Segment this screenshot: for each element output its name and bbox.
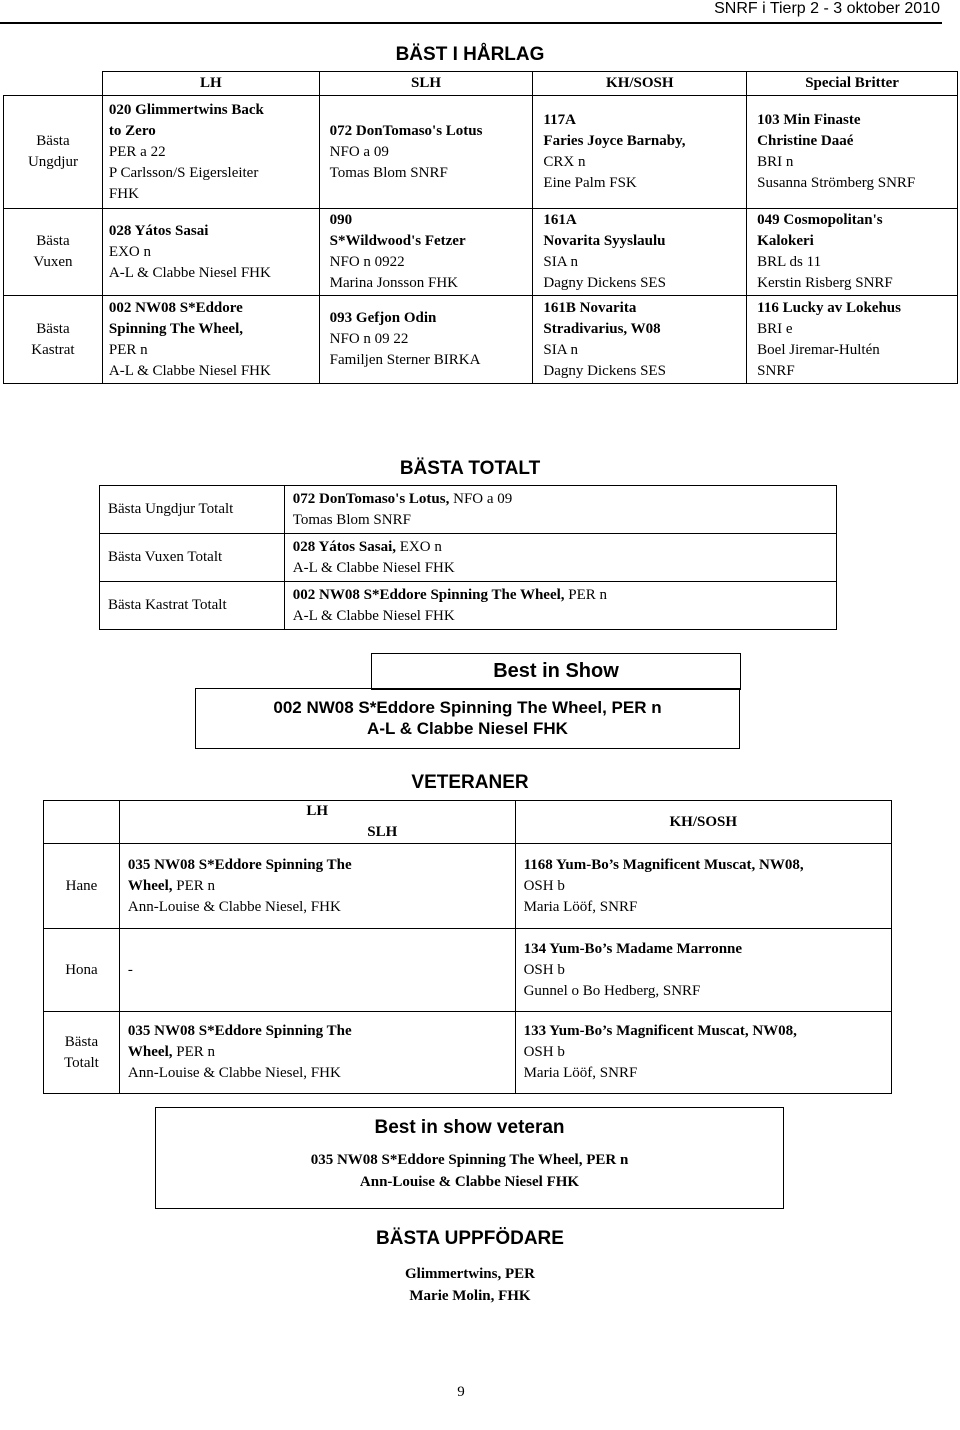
uppfodare-line1: Glimmertwins, PER (405, 1266, 535, 1282)
cell-line: 134 Yum-Bo’s Madame Marronne (523, 940, 743, 957)
cell-line: OSH b (523, 1044, 565, 1060)
best-in-show-winner (195, 688, 740, 749)
cell-line: to Zero (108, 122, 156, 139)
cell-line: 161A (543, 212, 577, 228)
veteraner-kh-cell (515, 1012, 891, 1094)
cell-line: NFO a 09 (329, 143, 389, 160)
cell-line: 028 Yátos Sasai (108, 222, 209, 239)
veteraner-row (44, 844, 892, 929)
totalt-label: Bästa Ungdjur Totalt (100, 486, 285, 534)
totalt-winner-name: 028 Yátos Sasai, (292, 538, 396, 555)
harlag-header-row (4, 72, 958, 96)
harlag-cell (747, 96, 958, 209)
event-header: SNRF i Tierp 2 - 3 oktober 2010 (714, 0, 940, 17)
cell-line: 103 Min Finaste (757, 112, 861, 128)
cell-line: 020 Glimmertwins Back (108, 101, 264, 118)
cell-line: Kerstin Risberg SNRF (757, 275, 893, 291)
cell-line: - (127, 961, 133, 978)
totalt-winner-line1 (293, 585, 832, 606)
cell-line: Faries Joyce Barnaby, (543, 133, 686, 149)
harlag-cell (102, 96, 319, 209)
cell-line: 049 Cosmopolitan's (757, 212, 883, 228)
totalt-title: BÄSTA TOTALT (399, 458, 541, 479)
harlag-corner (4, 72, 103, 96)
cell-line: PER n (108, 341, 148, 358)
cell-line: Eine Palm FSK (543, 175, 637, 191)
cell-line: Stradivarius, W08 (543, 320, 661, 337)
totalt-label: Bästa Kastrat Totalt (100, 582, 285, 630)
cell-line: 090 (329, 212, 353, 228)
veteraner-lh-cell (119, 929, 515, 1012)
harlag-table (3, 71, 958, 384)
harlag-cell (102, 209, 319, 296)
cell-line: Maria Lööf, SNRF (523, 1065, 638, 1081)
cell-line: Kalokeri (757, 233, 814, 249)
totalt-row (100, 534, 837, 582)
cell-line: Wheel, (127, 877, 173, 894)
cell-line: Dagny Dickens SES (543, 275, 666, 291)
totalt-winner-line1 (293, 489, 832, 510)
cell-line: Marina Jonsson FHK (329, 275, 458, 291)
cell-line: 035 NW08 S*Eddore Spinning The (127, 1023, 352, 1039)
veteraner-lh-cell (119, 1012, 515, 1094)
row-label-line: Hane (65, 877, 98, 894)
harlag-cell (319, 96, 533, 209)
uppfodare-title: BÄSTA UPPFÖDARE (376, 1228, 564, 1249)
cell-line: OSH b (523, 877, 565, 894)
uppfodare-winner (0, 1263, 940, 1307)
veteraner-row-label (44, 1012, 120, 1094)
veteraner-row-label (44, 844, 120, 929)
row-label-line: Kastrat (31, 341, 75, 358)
totalt-winner-name: 072 DonTomaso's Lotus, (292, 490, 450, 507)
best-in-show-line2: A-L & Clabbe Niesel FHK (367, 719, 568, 738)
cell-line-tail: PER n (172, 877, 216, 894)
cell-line: S*Wildwood's Fetzer (329, 233, 466, 249)
veteraner-corner (44, 801, 120, 844)
best-in-show-line1: 002 NW08 S*Eddore Spinning The Wheel, PER n (273, 698, 662, 717)
cell-line: Wheel, (127, 1044, 173, 1060)
cell-line: A-L & Clabbe Niesel FHK (108, 362, 271, 379)
cell-line: Dagny Dickens SES (543, 362, 666, 379)
best-in-show-veteran-line1: 035 NW08 S*Eddore Spinning The Wheel, PER n (310, 1152, 629, 1168)
cell-line: Christine Daaé (757, 133, 854, 149)
harlag-cell (533, 296, 747, 384)
cell-line: Tomas Blom SNRF (329, 164, 448, 181)
harlag-row (4, 296, 958, 384)
veteraner-row (44, 929, 892, 1012)
cell-line: 035 NW08 S*Eddore Spinning The (127, 856, 352, 873)
best-in-show-veteran-winner (156, 1149, 783, 1193)
uppfodare-line2: Marie Molin, FHK (409, 1288, 531, 1304)
harlag-row-label (4, 96, 103, 209)
cell-line: Ann-Louise & Clabbe Niesel, FHK (127, 898, 341, 915)
cell-line: Boel Jiremar-Hultén (757, 341, 880, 358)
cell-line: Spinning The Wheel, (108, 320, 243, 337)
best-in-show-veteran-line2: Ann-Louise & Clabbe Niesel FHK (359, 1174, 580, 1190)
totalt-label: Bästa Vuxen Totalt (100, 534, 285, 582)
cell-line: Maria Lööf, SNRF (523, 898, 638, 915)
cell-line: BRI e (757, 320, 793, 337)
cell-line: CRX n (543, 154, 586, 170)
cell-line: Familjen Sterner BIRKA (329, 352, 481, 368)
harlag-cell (533, 96, 747, 209)
harlag-cell (747, 209, 958, 296)
cell-line: Ann-Louise & Clabbe Niesel, FHK (127, 1065, 341, 1081)
totalt-row (100, 582, 837, 630)
totalt-winner-breed: PER n (564, 586, 608, 603)
veteraner-row-label (44, 929, 120, 1012)
cell-line-tail: PER n (172, 1044, 216, 1060)
row-label-line: Ungdjur (27, 154, 78, 170)
veteraner-kh-cell (515, 844, 891, 929)
veteraner-header-row (44, 801, 892, 844)
totalt-winner-name: 002 NW08 S*Eddore Spinning The Wheel, (292, 586, 565, 603)
harlag-col-slh: SLH (319, 72, 533, 96)
totalt-winner (284, 486, 836, 534)
harlag-col-lh: LH (102, 72, 319, 96)
row-label-line: Hona (65, 961, 98, 978)
cell-line: Susanna Strömberg SNRF (757, 175, 916, 191)
veteraner-row (44, 1012, 892, 1094)
row-label-line: Bästa (36, 320, 70, 337)
totalt-winner (284, 534, 836, 582)
harlag-row-label (4, 209, 103, 296)
row-label-line: Bästa (64, 1033, 99, 1050)
best-in-show-title: Best in Show (371, 653, 741, 690)
harlag-col-special: Special Britter (747, 72, 958, 96)
page-number: 9 (457, 1384, 465, 1400)
cell-line: BRL ds 11 (757, 254, 822, 270)
harlag-row (4, 209, 958, 296)
totalt-winner (284, 582, 836, 630)
veteraner-col-khsosh: KH/SOSH (515, 801, 891, 844)
cell-line-wrap (128, 1042, 511, 1063)
cell-line: 117A (543, 112, 576, 128)
veteraner-col-lh: LH (306, 803, 329, 819)
cell-line: 072 DonTomaso's Lotus (329, 122, 483, 139)
cell-line: SNRF (757, 362, 795, 379)
harlag-cell (533, 209, 747, 296)
totalt-winner-breed: NFO a 09 (449, 490, 513, 507)
cell-line: SIA n (543, 341, 579, 358)
veteraner-kh-cell (515, 929, 891, 1012)
cell-line: SIA n (543, 254, 579, 270)
harlag-cell (747, 296, 958, 384)
cell-line: 1168 Yum-Bo’s Magnificent Muscat, NW08, (523, 856, 804, 873)
cell-line: FHK (108, 185, 139, 202)
cell-line: EXO n (108, 243, 151, 260)
cell-line: NFO n 09 22 (329, 331, 409, 347)
cell-line: BRI n (757, 154, 794, 170)
veteraner-col-lh-slh (119, 801, 515, 844)
harlag-title: BÄST I HÅRLAG (395, 44, 545, 65)
cell-line: NFO n 0922 (329, 254, 405, 270)
cell-line-wrap (128, 876, 511, 897)
harlag-cell (102, 296, 319, 384)
cell-line: 161B Novarita (543, 299, 637, 316)
totalt-table (99, 485, 837, 630)
totalt-winner-breed: EXO n (396, 538, 442, 555)
cell-line: OSH b (523, 961, 565, 978)
totalt-row (100, 486, 837, 534)
cell-line: P Carlsson/S Eigersleiter (108, 164, 259, 181)
veteraner-lh-cell (119, 844, 515, 929)
cell-line: 093 Gefjon Odin (329, 310, 437, 326)
cell-line: Gunnel o Bo Hedberg, SNRF (523, 982, 701, 999)
veteraner-title: VETERANER (411, 772, 529, 793)
harlag-row-label (4, 296, 103, 384)
totalt-winner-line1 (293, 537, 832, 558)
row-label-line: Bästa (36, 233, 70, 249)
cell-line: Novarita Syyslaulu (543, 233, 666, 249)
row-label-line: Vuxen (33, 254, 73, 270)
header-rule (0, 22, 942, 24)
best-in-show-veteran-box (155, 1107, 784, 1209)
harlag-cell (319, 209, 533, 296)
totalt-winner-owner: A-L & Clabbe Niesel FHK (292, 607, 455, 624)
harlag-row (4, 96, 958, 209)
veteraner-col-slh: SLH (367, 824, 398, 840)
cell-line: A-L & Clabbe Niesel FHK (108, 264, 271, 281)
row-label-line: Bästa (36, 133, 70, 149)
cell-line: 133 Yum-Bo’s Magnificent Muscat, NW08, (523, 1023, 797, 1039)
cell-line: 116 Lucky av Lokehus (757, 299, 901, 316)
totalt-winner-owner: A-L & Clabbe Niesel FHK (292, 559, 455, 576)
cell-line: PER a 22 (108, 143, 166, 160)
harlag-cell (319, 296, 533, 384)
totalt-winner-owner: Tomas Blom SNRF (292, 511, 411, 528)
row-label-line: Totalt (64, 1054, 99, 1071)
veteraner-table (43, 800, 892, 1094)
cell-line: 002 NW08 S*Eddore (108, 299, 243, 316)
best-in-show-veteran-title: Best in show veteran (374, 1117, 565, 1138)
harlag-col-khsosh: KH/SOSH (533, 72, 747, 96)
